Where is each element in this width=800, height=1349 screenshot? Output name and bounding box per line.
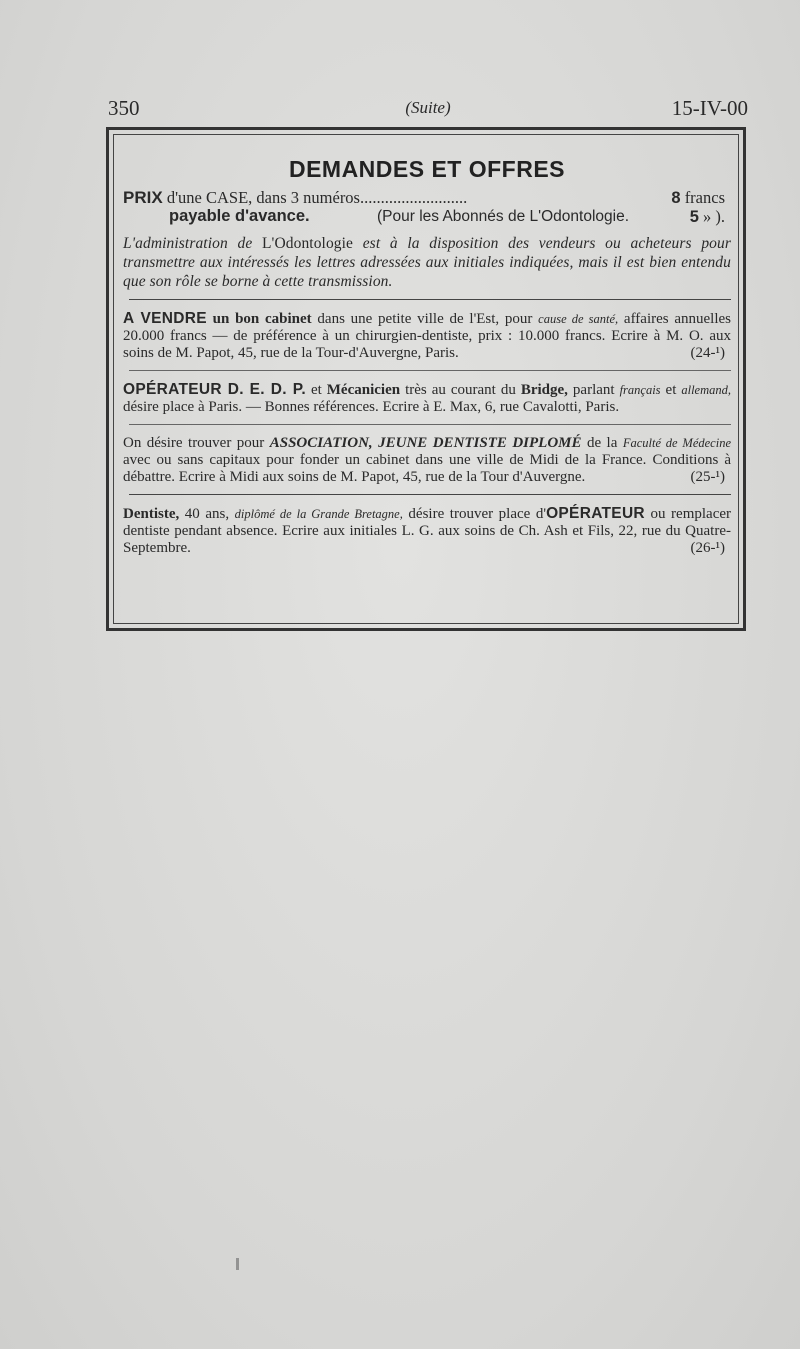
- divider: [129, 299, 731, 300]
- administration-notice: L'administration de L'Odontologie est à la disposition des vendeurs ou acheteurs pour transmettre aux intéressés les lettres adressées aux initiales indiquées, mais il est bien entendu que son rôle se borne à cette transmission.: [123, 235, 732, 290]
- running-head: [108, 96, 748, 122]
- classified-ad-4: Dentiste, 40 ans, diplômé de la Grande Bretagne, désire trouver place d'OPÉRATEUR ou remplacer dentiste pendant absence. Ecrire aux initiales L. G. aux soins de Ch. Ash et Fils, 22, rue du Quatre-Septembre. (26-¹): [123, 505, 732, 556]
- price-line-2: [123, 207, 731, 226]
- section-title: DEMANDES ET OFFRES: [288, 156, 566, 182]
- price-line-1: [123, 188, 731, 207]
- price-block: [123, 188, 731, 226]
- issue-date: 15-IV-00: [671, 96, 748, 120]
- classified-ad-1: A VENDRE un bon cabinet dans une petite ville de l'Est, pour cause de santé, affaires annuelles 20.000 francs — de préférence à un chirurgien-dentiste, prix : 10.000 francs. Ecrire à M. O. aux soins de M. Papot, 45, rue de la Tour-d'Auvergne, Paris. (24-¹): [123, 310, 731, 361]
- journal-name: L'Odontologie: [261, 235, 354, 252]
- paper-mark: [236, 1258, 239, 1270]
- ad-reference: (24-¹): [690, 345, 725, 361]
- divider: [129, 494, 731, 495]
- classifieds-content: [123, 130, 731, 557]
- ad-reference: (26-¹): [690, 540, 725, 556]
- price-lead: PRIX: [123, 188, 163, 207]
- ad-reference: (25-¹): [690, 469, 725, 485]
- subscriber-price-label: (Pour les Abonnés de L'Odontologie.: [377, 208, 629, 225]
- classifieds-box: [106, 127, 746, 631]
- classified-ad-3: On désire trouver pour ASSOCIATION, JEUNE DENTISTE DIPLOMÉ de la Faculté de Médecine avec ou sans capitaux pour fonder un cabinet dans une ville de Midi de la France. Conditions à débattre. Ecrire à Midi aux soins de M. Papot, 45, rue de la Tour d'Auvergne. (25-¹): [123, 435, 731, 485]
- price-text: d'une CASE, dans 3 numéros..........................: [162, 188, 468, 207]
- page-number: 350: [108, 96, 140, 120]
- payment-terms: payable d'avance.: [169, 207, 310, 225]
- divider: [129, 370, 731, 371]
- classified-ad-2: OPÉRATEUR D. E. D. P. et Mécanicien très au courant du Bridge, parlant français et allemand, désire place à Paris. — Bonnes références. Ecrire à E. Max, 6, rue Cavalotti, Paris.: [123, 381, 732, 415]
- price-amount: 8 francs: [671, 188, 725, 207]
- running-head-center: (Suite): [405, 98, 451, 117]
- subscriber-price: 5 » ).: [689, 207, 725, 226]
- divider: [129, 424, 731, 425]
